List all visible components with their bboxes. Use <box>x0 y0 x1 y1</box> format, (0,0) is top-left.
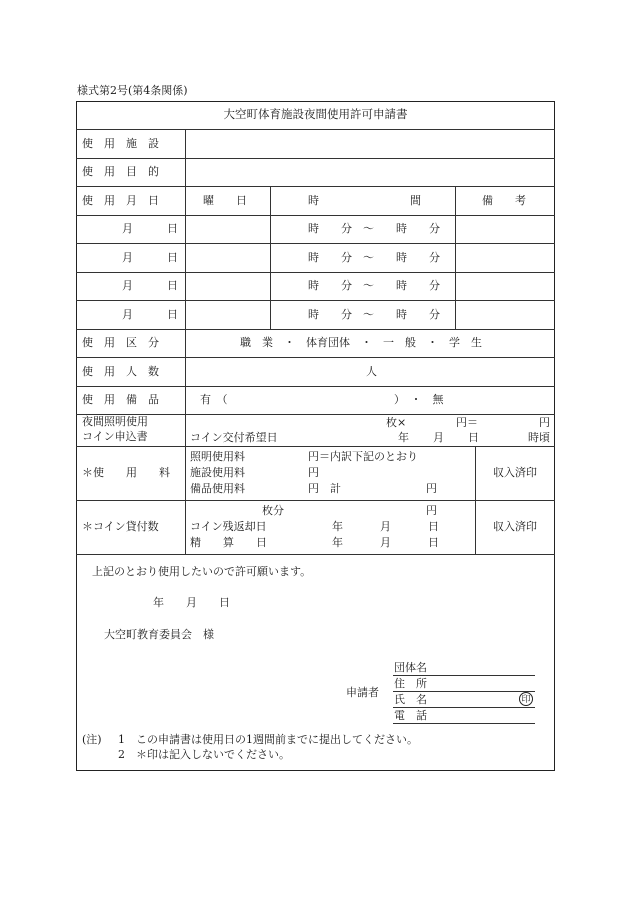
date-row-day: 日 <box>167 308 178 321</box>
rule <box>76 272 555 273</box>
coin-settle-label: 精 算 日 <box>190 536 267 549</box>
rule <box>76 329 555 330</box>
applicant-address: 住 所 <box>394 677 427 690</box>
coin-return-date-label: コイン残返却日 <box>190 520 267 533</box>
equipment-has: 有 （ <box>200 393 228 406</box>
rule <box>76 386 555 387</box>
date-row-month: 月 <box>122 222 133 235</box>
note-text: ＊印は記入しないでください。 <box>136 748 290 761</box>
lighting-yen: 円 <box>539 416 550 429</box>
date-row-day: 日 <box>167 279 178 292</box>
header-notes: 備 考 <box>482 194 526 207</box>
rule <box>76 186 555 187</box>
note-number: 1 <box>118 733 125 746</box>
coin-receipt-stamp: 収入済印 <box>493 520 537 533</box>
label-people: 使 用 人 数 <box>82 365 159 378</box>
coin-return-day: 日 <box>428 520 439 533</box>
date-row-time: 時 分 ～ 時 分 <box>308 279 440 292</box>
form-title: 大空町体育施設夜間使用許可申請書 <box>223 107 408 121</box>
label-date: 使 用 月 日 <box>82 194 159 207</box>
applicant-name-line <box>393 707 535 708</box>
rule <box>185 129 186 554</box>
request-text: 上記のとおり使用したいので許可願います。 <box>92 565 312 578</box>
coin-yen: 円 <box>426 504 437 517</box>
people-unit: 人 <box>366 365 377 378</box>
coin-return-month: 月 <box>380 520 391 533</box>
applicant-phone: 電 話 <box>394 709 427 722</box>
coin-wish-day: 日 <box>468 431 479 444</box>
date-row-time: 時 分 ～ 時 分 <box>308 222 440 235</box>
label-coin-loan: ＊コイン貸付数 <box>82 520 159 533</box>
applicant-name: 氏 名 <box>394 693 427 706</box>
date-row-time: 時 分 ～ 時 分 <box>308 308 440 321</box>
note-text: この申請書は使用日の1週間前までに提出してください。 <box>136 733 418 746</box>
equipment-none: ） ・ 無 <box>394 393 444 406</box>
label-coin-application: コイン申込書 <box>82 430 148 443</box>
applicant-label: 申請者 <box>346 686 379 699</box>
header-time-start: 時 <box>308 194 319 207</box>
notes-prefix: (注) <box>82 733 102 746</box>
applicant-group: 団体名 <box>394 661 427 674</box>
coin-settle-day: 日 <box>428 536 439 549</box>
header-weekday: 曜 日 <box>203 194 247 207</box>
rule <box>76 158 555 159</box>
applicant-address-line <box>393 691 535 692</box>
fee-equipment-label: 備品使用料 <box>190 482 245 495</box>
header-time-end: 間 <box>410 194 421 207</box>
rule <box>76 500 555 501</box>
fee-total-yen: 円 <box>426 482 437 495</box>
label-equipment: 使 用 備 品 <box>82 393 159 406</box>
coin-wish-year: 年 <box>398 431 409 444</box>
rule <box>76 129 555 130</box>
form-number: 様式第2号(第4条関係) <box>77 84 188 97</box>
date-row-month: 月 <box>122 279 133 292</box>
fee-lighting-label: 照明使用料 <box>190 450 245 463</box>
rule <box>76 554 555 555</box>
lighting-sheets: 枚× <box>386 416 407 429</box>
coin-count: 枚分 <box>262 504 284 517</box>
fee-lighting-detail: 円＝内訳下記のとおり <box>308 450 418 463</box>
fee-equipment-total: 円 計 <box>308 482 341 495</box>
applicant-group-line <box>393 675 535 676</box>
rule <box>270 186 271 329</box>
label-facility: 使 用 施 設 <box>82 137 159 150</box>
date-row-day: 日 <box>167 222 178 235</box>
applicant-phone-line <box>393 723 535 724</box>
rule <box>76 215 555 216</box>
label-category: 使 用 区 分 <box>82 336 159 349</box>
label-purpose: 使 用 目 的 <box>82 165 159 178</box>
fee-facility-label: 施設使用料 <box>190 466 245 479</box>
date-row-month: 月 <box>122 308 133 321</box>
date-row-day: 日 <box>167 251 178 264</box>
request-date: 年 月 日 <box>153 596 230 609</box>
coin-wish-month: 月 <box>433 431 444 444</box>
date-row-time: 時 分 ～ 時 分 <box>308 251 440 264</box>
fee-facility-yen: 円 <box>308 466 319 479</box>
rule <box>455 186 456 329</box>
label-fee: ＊使 用 料 <box>82 466 170 479</box>
coin-settle-month: 月 <box>380 536 391 549</box>
addressee: 大空町教育委員会 様 <box>104 628 214 641</box>
label-lighting: 夜間照明使用 <box>82 415 148 428</box>
coin-wish-date-label: コイン交付希望日 <box>190 431 278 444</box>
rule <box>76 446 555 447</box>
category-options: 職 業 ・ 体育団体 ・ 一 般 ・ 学 生 <box>240 336 482 349</box>
rule <box>76 243 555 244</box>
fee-receipt-stamp: 収入済印 <box>493 466 537 479</box>
seal-mark: 印 <box>519 692 533 706</box>
rule <box>76 300 555 301</box>
coin-wish-time: 時頃 <box>528 431 550 444</box>
rule <box>475 446 476 554</box>
note-number: 2 <box>118 748 125 761</box>
lighting-yen-eq: 円＝ <box>456 416 478 429</box>
date-row-month: 月 <box>122 251 133 264</box>
rule <box>76 357 555 358</box>
coin-settle-year: 年 <box>332 536 343 549</box>
coin-return-year: 年 <box>332 520 343 533</box>
